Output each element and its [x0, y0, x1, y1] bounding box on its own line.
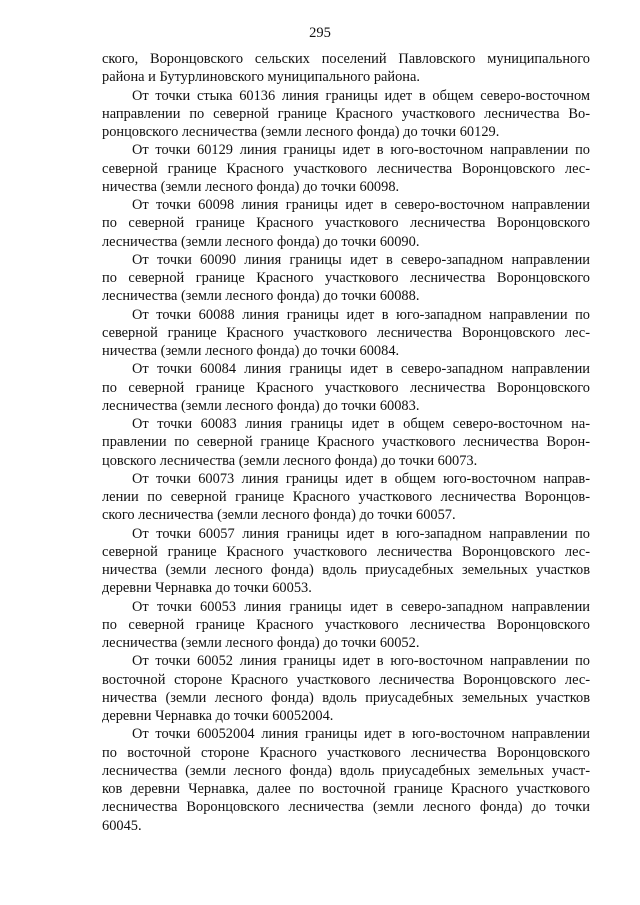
- text-line: От точки 60129 линия границы идет в юго-восточном направлении по: [132, 142, 590, 159]
- text-line: лесничества (земли лесного фонда) до точки 60090.: [102, 233, 420, 250]
- document-body: [102, 50, 590, 835]
- text-line: От точки 60053 линия границы идет в северо-западном направлении: [132, 598, 590, 615]
- text-line: От точки 60052004 линия границы идет в юго-восточном направлении: [132, 726, 590, 743]
- paragraph: [102, 196, 590, 251]
- text-line: восточной стороне Красного участкового лесничества Воронцовского лес-: [102, 671, 590, 688]
- paragraph: [102, 652, 590, 725]
- text-line: лесничества (земли лесного фонда) вдоль приусадебных земельных участ-: [102, 762, 590, 779]
- text-line: От точки 60073 линия границы идет в общем юго-восточном направ-: [132, 470, 590, 487]
- text-line: ков деревни Чернавка, далее по восточной границе Красного участкового: [102, 781, 590, 797]
- text-line: ничества (земли лесного фонда) вдоль приусадебных земельных участков: [102, 562, 590, 578]
- text-line: От точки 60088 линия границы идет в юго-западном направлении по: [132, 306, 590, 323]
- paragraph: [102, 415, 590, 470]
- paragraph: [102, 360, 590, 415]
- text-line: по северной границе Красного участкового лесничества Воронцовского: [102, 616, 590, 633]
- text-line: От точки 60098 линия границы идет в северо-восточном направлении: [132, 197, 590, 213]
- text-line: по восточной стороне Красного участкового лесничества Воронцовского: [102, 744, 590, 761]
- text-line: района и Бутурлиновского муниципального района.: [102, 69, 420, 86]
- paragraph: [102, 87, 590, 142]
- text-line: От точки 60083 линия границы идет в общем северо-восточном на-: [132, 416, 590, 432]
- text-line: лесничества (земли лесного фонда) до точки 60088.: [102, 288, 420, 305]
- paragraph: [102, 525, 590, 598]
- text-line: цовского лесничества (земли лесного фонда) до точки 60073.: [102, 452, 478, 469]
- paragraph: [102, 141, 590, 196]
- text-line: ронцовского лесничества (земли лесного фонда) до точки 60129.: [102, 124, 500, 140]
- paragraph: [102, 306, 590, 361]
- paragraph: [102, 251, 590, 306]
- text-line: 60045.: [102, 817, 142, 834]
- text-line: северной границе Красного участкового лесничества Воронцовского лес-: [102, 160, 590, 177]
- text-line: северной границе Красного участкового лесничества Воронцовского лес-: [102, 543, 590, 560]
- paragraph: [102, 50, 590, 87]
- text-line: ничества (земли лесного фонда) до точки 60084.: [102, 343, 400, 359]
- text-line: От точки 60090 линия границы идет в северо-западном направлении: [132, 251, 590, 268]
- text-line: северной границе Красного участкового лесничества Воронцовского лес-: [102, 324, 590, 341]
- text-line: по северной границе Красного участкового лесничества Воронцовского: [102, 270, 590, 286]
- paragraph: [102, 598, 590, 653]
- text-line: От точки стыка 60136 линия границы идет в общем северо-восточном: [132, 87, 590, 104]
- text-line: деревни Чернавка до точки 60052004.: [102, 708, 334, 724]
- text-line: направлении по северной границе Красного участкового лесничества Во-: [102, 105, 590, 122]
- text-line: ского, Воронцовского сельских поселений Павловского муниципального: [102, 51, 590, 67]
- text-line: правлении по северной границе Красного участкового лесничества Ворон-: [102, 434, 590, 451]
- text-line: ничества (земли лесного фонда) до точки 60098.: [102, 178, 400, 195]
- text-line: по северной границе Красного участкового лесничества Воронцовского: [102, 215, 590, 232]
- text-line: лесничества (земли лесного фонда) до точки 60083.: [102, 397, 420, 414]
- text-line: От точки 60057 линия границы идет в юго-западном направлении по: [132, 525, 590, 542]
- text-line: От точки 60084 линия границы идет в северо-западном направлении: [132, 361, 590, 378]
- text-line: лесничества Воронцовского лесничества (земли лесного фонда) до точки: [102, 799, 590, 816]
- text-line: ничества (земли лесного фонда) вдоль приусадебных земельных участков: [102, 689, 590, 706]
- text-line: От точки 60052 линия границы идет в юго-восточном направлении по: [132, 653, 590, 670]
- text-line: деревни Чернавка до точки 60053.: [102, 580, 312, 597]
- text-line: по северной границе Красного участкового лесничества Воронцовского: [102, 379, 590, 396]
- paragraph: [102, 725, 590, 835]
- paragraph: [102, 470, 590, 525]
- text-line: лесничества (земли лесного фонда) до точки 60052.: [102, 635, 420, 651]
- text-line: лении по северной границе Красного участкового лесничества Воронцов-: [102, 489, 590, 505]
- page-number: 295: [309, 25, 331, 41]
- text-line: ского лесничества (земли лесного фонда) до точки 60057.: [102, 507, 456, 524]
